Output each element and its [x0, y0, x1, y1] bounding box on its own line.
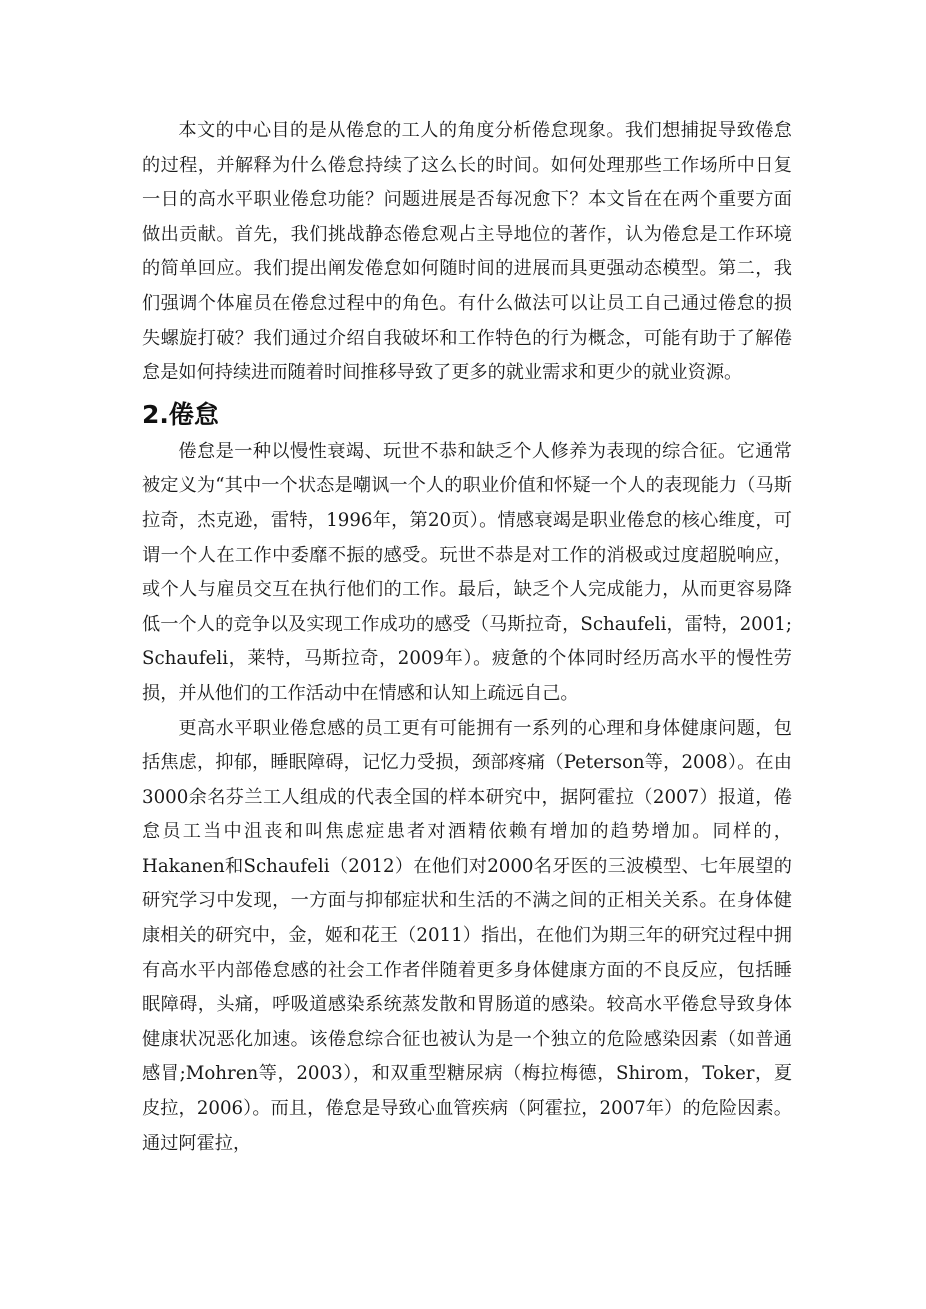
section-paragraph-1: 倦怠是一种以慢性衰竭、玩世不恭和缺乏个人修养为表现的综合征。它通常被定义为“其中一个状态是嘲讽一个人的职业价值和怀疑一个人的表现能力（马斯拉奇，杰克逊，雷特，1996年，第20页）。情感衰竭是职业倦怠的核心维度，可谓一个人在工作中委靡不振的感受。玩世不恭是对工作的消极或过度超脱响应，或个人与雇员交互在执行他们的工作。最后，缺乏个人完成能力，从而更容易降低一个人的竞争以及实现工作成功的感受（马斯拉奇，Schaufeli，雷特，2001; Schaufeli，莱特，马斯拉奇，2009年）。疲惫的个体同时经历高水平的慢性劳损，并从他们的工作活动中在情感和认知上疏远自己。: [142, 440, 792, 704]
section-heading: 2.倦怠: [142, 399, 219, 429]
section-paragraph-2: 更高水平职业倦怠感的员工更有可能拥有一系列的心理和身体健康问题，包括焦虑，抑郁，睡眠障碍，记忆力受损，颈部疼痛（Peterson等，2008）。在由3000余名芬兰工人组成的代表全国的样本研究中，据阿霍拉（2007）报道，倦怠员工当中沮丧和叫焦虑症患者对酒精依赖有增加的趋势增加。同样的，Hakanen和Schaufeli（2012）在他们对2000名牙医的三波模型、七年展望的研究学习中发现，一方面与抑郁症状和生活的不满之间的正相关关系。在身体健康相关的研究中，金，姬和花王（2011）指出，在他们为期三年的研究过程中拥有高水平内部倦怠感的社会工作者伴随着更多身体健康方面的不良反应，包括睡眠障碍，头痛，呼吸道感染系统蒸发散和胃肠道的感染。较高水平倦怠导致身体健康状况恶化加速。该倦怠综合征也被认为是一个独立的危险感染因素（如普通感冒;Mohren等，2003），和双重型糖尿病（梅拉梅德，Shirom，Toker，夏皮拉，2006）。而且，倦怠是导致心血管疾病（阿霍拉，2007年）的危险因素。通过阿霍拉，: [142, 717, 792, 1154]
intro-paragraph: 本文的中心目的是从倦怠的工人的角度分析倦怠现象。我们想捕捉导致倦怠的过程，并解释为什么倦怠持续了这么长的时间。如何处理那些工作场所中日复一日的高水平职业倦怠功能？问题进展是否每况愈下？本文旨在在两个重要方面做出贡献。首先，我们挑战静态倦怠观占主导地位的著作，认为倦怠是工作环境的简单回应。我们提出阐发倦怠如何随时间的进展而具更强动态模型。第二，我们强调个体雇员在倦怠过程中的角色。有什么做法可以让员工自己通过倦怠的损失螺旋打破？我们通过介绍自我破坏和工作特色的行为概念，可能有助于了解倦怠是如何持续进而随着时间推移导致了更多的就业需求和更少的就业资源。: [142, 120, 792, 384]
document-body: [142, 114, 792, 1161]
